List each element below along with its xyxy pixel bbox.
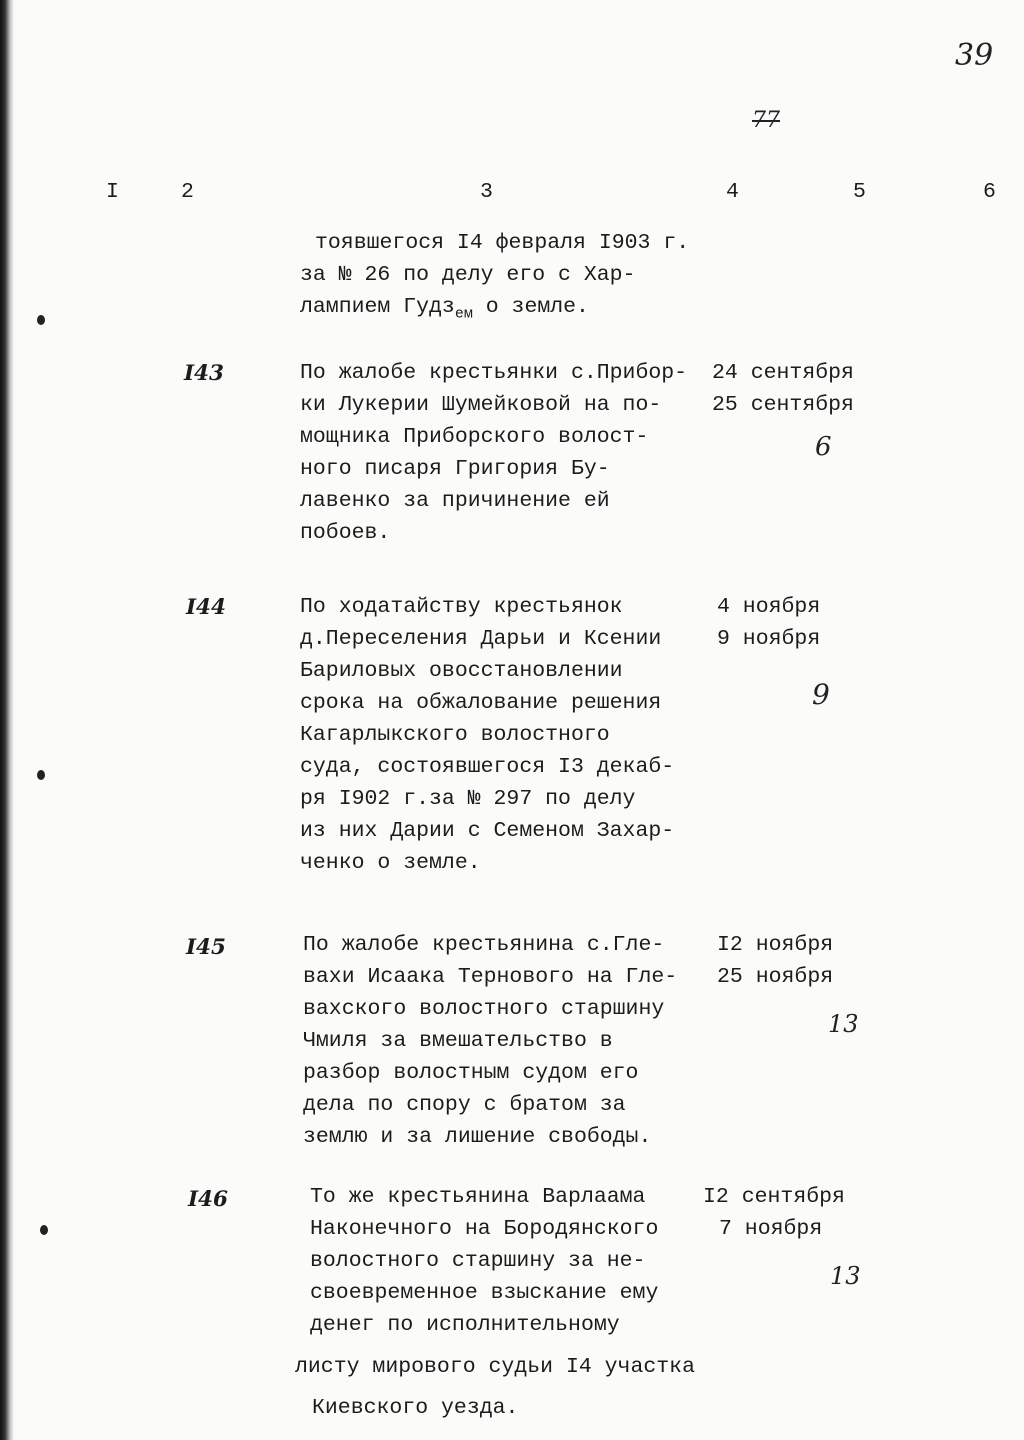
entry-number: I44 <box>186 595 226 620</box>
hole-punch-mark <box>37 315 45 325</box>
entry-line: из них Дарии с Семеном Захар- <box>300 819 675 843</box>
entry-line: ного писаря Григория Бу- <box>300 457 610 481</box>
column-header-1: I <box>106 180 119 204</box>
page-number-old: 77 <box>752 108 780 133</box>
entry-date-end: 7 ноября <box>719 1217 823 1241</box>
entry-line: мощника Приборского волост- <box>300 425 649 449</box>
entry-line: дела по спору с братом за <box>303 1093 626 1117</box>
entry-line: Кагарлыкского волостного <box>300 723 610 747</box>
entry-line: Наконечного на Бородянского <box>310 1217 659 1241</box>
entry-date-start: I2 ноября <box>717 933 834 957</box>
entry-date-start: 4 ноября <box>717 595 821 619</box>
continuation-insert: ем <box>454 305 473 323</box>
hole-punch-mark <box>37 770 45 780</box>
column-header-4: 4 <box>726 180 739 204</box>
entry-line: вахи Исаака Тернового на Гле- <box>303 965 678 989</box>
entry-date-start: I2 сентября <box>703 1185 845 1209</box>
entry-line: То же крестьянина Варлаама <box>310 1185 646 1209</box>
entry-date-end: 9 ноября <box>717 627 821 651</box>
column-header-3: 3 <box>480 180 493 204</box>
entry-line: лавенко за причинение ей <box>300 489 610 513</box>
column-header-5: 5 <box>853 180 866 204</box>
scan-edge-shadow <box>0 0 14 1440</box>
entry-sheets: 9 <box>812 678 830 711</box>
entry-line: Чмиля за вмешательство в <box>303 1029 613 1053</box>
entry-line: землю и за лишение свободы. <box>303 1125 652 1149</box>
entry-date-end: 25 сентября <box>712 393 854 417</box>
entry-line: суда, состоявшегося I3 декаб- <box>300 755 675 779</box>
continuation-line <box>300 297 589 321</box>
entry-line: По ходатайству крестьянок <box>300 595 623 619</box>
hole-punch-mark <box>40 1225 48 1235</box>
entry-line: разбор волостным судом его <box>303 1061 639 1085</box>
entry-line: ки Лукерии Шумейковой на по- <box>300 393 662 417</box>
entry-line: денег по исполнительному <box>310 1313 620 1337</box>
entry-sheets: 6 <box>815 432 832 462</box>
entry-line: Бариловых овосстановлении <box>300 659 623 683</box>
entry-line: Киевского уезда. <box>312 1396 519 1420</box>
page-number-stamp: 39 <box>955 38 994 73</box>
entry-line: волостного старшину за не- <box>310 1249 646 1273</box>
entry-line: вахского волостного старшину <box>303 997 665 1021</box>
entry-sheets: 13 <box>828 1010 859 1038</box>
entry-line: ря I902 г.за № 297 по делу <box>300 787 636 811</box>
entry-line: листу мирового судьи I4 участка <box>295 1355 695 1379</box>
entry-line: своевременное взыскание ему <box>310 1281 659 1305</box>
entry-line: По жалобе крестьянина с.Гле- <box>303 933 665 957</box>
entry-number: I43 <box>184 361 224 386</box>
entry-line: ченко о земле. <box>300 851 481 875</box>
continuation-line: тоявшегося I4 февраля I903 г. <box>315 231 690 255</box>
continuation-text: лампием Гудз <box>300 295 455 319</box>
entry-number: I45 <box>186 935 226 960</box>
continuation-text: о земле. <box>472 295 589 319</box>
entry-line: д.Переселения Дарьи и Ксении <box>300 627 662 651</box>
entry-date-end: 25 ноября <box>717 965 834 989</box>
entry-date-start: 24 сентября <box>712 361 854 385</box>
column-header-2: 2 <box>181 180 194 204</box>
entry-line: срока на обжалование решения <box>300 691 662 715</box>
column-header-6: 6 <box>983 180 996 204</box>
entry-line: побоев. <box>300 521 391 545</box>
continuation-line: за № 26 по делу его с Хар- <box>300 263 636 287</box>
entry-line: По жалобе крестьянки с.Прибор- <box>300 361 688 385</box>
entry-number: I46 <box>188 1187 228 1212</box>
entry-sheets: 13 <box>830 1262 861 1290</box>
